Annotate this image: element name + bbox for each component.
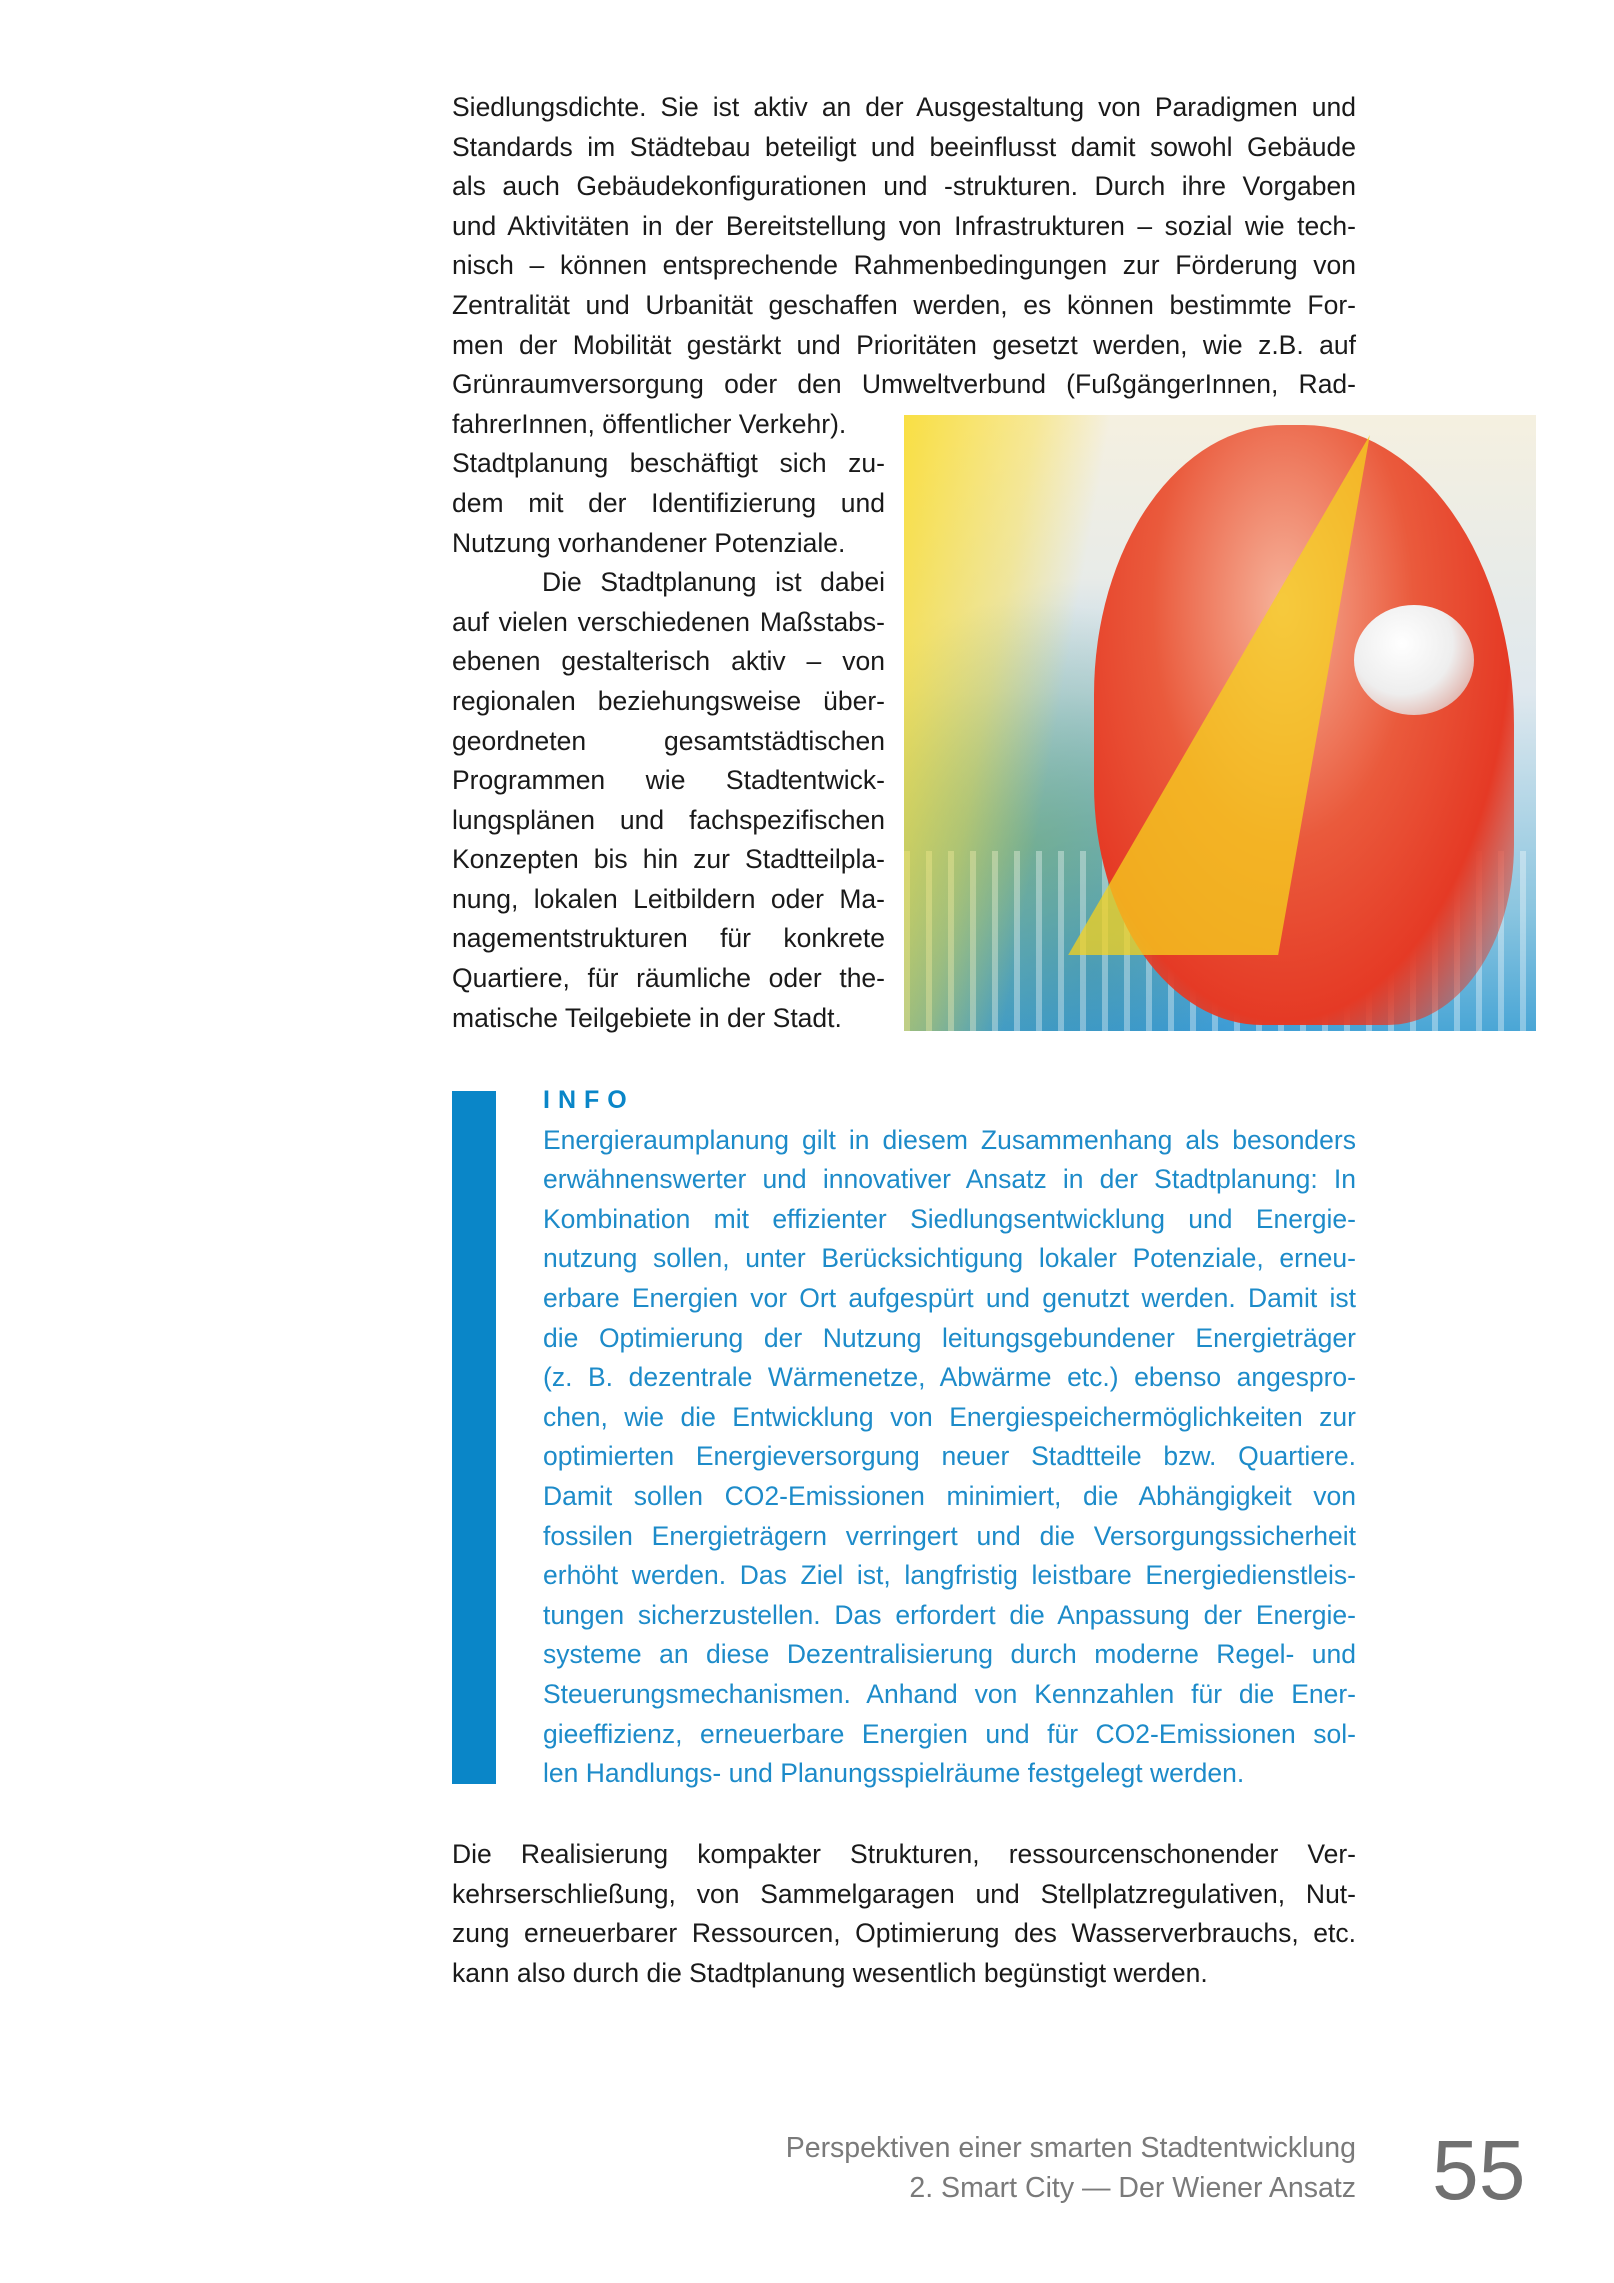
text-line: erwähnenswerter und innovativer Ansatz in der Stadtplanung: In bbox=[543, 1164, 1356, 1195]
text-line: erbare Energien vor Ort aufgespürt und genutzt werden. Damit ist bbox=[543, 1282, 1356, 1313]
page-footer bbox=[786, 2128, 1356, 2208]
illustration-photo-collage bbox=[904, 415, 1536, 1031]
closing-paragraph bbox=[452, 1835, 1356, 1993]
text-line: ebenen gestalterisch aktiv – von bbox=[452, 646, 885, 677]
text-line: Programmen wie Stadtentwick- bbox=[452, 765, 885, 796]
text-line: auf vielen verschiedenen Maßstabs- bbox=[452, 606, 885, 637]
footer-chapter-title: 2. Smart City — Der Wiener Ansatz bbox=[909, 2172, 1356, 2204]
text-line: optimierten Energieversorgung neuer Stadtteile bzw. Quartiere. bbox=[543, 1441, 1356, 1472]
text-line: Damit sollen CO2-Emissionen minimiert, die Abhängigkeit von bbox=[543, 1480, 1356, 1511]
info-box bbox=[543, 1081, 1356, 1794]
text-line: geordneten gesamtstädtischen bbox=[452, 725, 885, 756]
text-line: Steuerungsmechanismen. Anhand von Kennzahlen für die Ener- bbox=[543, 1678, 1356, 1709]
text-line: Siedlungsdichte. Sie ist aktiv an der Ausgestaltung von Paradigmen und bbox=[452, 92, 1356, 122]
text-line: nutzung sollen, unter Berücksichtigung lokaler Potenziale, erneu- bbox=[543, 1243, 1356, 1274]
text-line: len Handlungs- und Planungsspielräume festgelegt werden. bbox=[543, 1758, 1245, 1789]
text-line: dem mit der Identifizierung und bbox=[452, 487, 885, 518]
text-line: nagementstrukturen für konkrete bbox=[452, 923, 885, 954]
text-line: erhöht werden. Das Ziel ist, langfristig leistbare Energiedienstleis- bbox=[543, 1560, 1356, 1591]
info-title: INFO bbox=[543, 1086, 635, 1114]
text-line: die Optimierung der Nutzung leitungsgebundener Energieträger bbox=[543, 1322, 1356, 1353]
text-line: Die Realisierung kompakter Strukturen, ressourcenschonender Ver- bbox=[452, 1839, 1356, 1869]
text-line: Die Stadtplanung ist dabei bbox=[542, 567, 885, 598]
photo-soap-bubble bbox=[1354, 605, 1474, 715]
text-line: Kombination mit effizienter Siedlungsentwicklung und Energie- bbox=[543, 1203, 1356, 1234]
text-line: chen, wie die Entwicklung von Energiespeichermöglichkeiten zur bbox=[543, 1401, 1356, 1432]
text-line: systeme an diese Dezentralisierung durch moderne Regel- und bbox=[543, 1639, 1356, 1670]
text-line: Quartiere, für räumliche oder the- bbox=[452, 963, 885, 994]
text-line: matische Teilgebiete in der Stadt. bbox=[452, 1002, 842, 1033]
text-line: (z. B. dezentrale Wärmenetze, Abwärme etc.) ebenso angespro- bbox=[543, 1362, 1356, 1393]
text-line: zung erneuerbarer Ressourcen, Optimierung des Wasserverbrauchs, etc. bbox=[452, 1918, 1356, 1949]
page-number: 55 bbox=[1432, 2123, 1526, 2217]
text-line: lungsplänen und fachspezifischen bbox=[452, 804, 885, 835]
text-line: gieeffizienz, erneuerbare Energien und für CO2-Emissionen sol- bbox=[543, 1718, 1356, 1749]
text-line: fossilen Energieträgern verringert und die Versorgungssicherheit bbox=[543, 1520, 1356, 1551]
text-line: Stadtplanung beschäftigt sich zu- bbox=[452, 448, 885, 479]
text-line: Grünraumversorgung oder den Umweltverbund (FußgängerInnen, Rad- bbox=[452, 369, 1356, 400]
text-line: regionalen beziehungsweise über- bbox=[452, 685, 885, 716]
text-line: Nutzung vorhandener Potenziale. bbox=[452, 527, 846, 558]
text-line: nisch – können entsprechende Rahmenbedingungen zur Förderung von bbox=[452, 250, 1356, 281]
text-line: fahrerInnen, öffentlicher Verkehr). bbox=[452, 408, 847, 439]
text-line: nung, lokalen Leitbildern oder Ma- bbox=[452, 883, 885, 914]
text-line: Standards im Städtebau beteiligt und beeinflusst damit sowohl Gebäude bbox=[452, 131, 1356, 162]
text-line: und Aktivitäten in der Bereitstellung von Infrastrukturen – sozial wie tech- bbox=[452, 210, 1356, 241]
text-line: Konzepten bis hin zur Stadtteilpla- bbox=[452, 844, 885, 875]
text-line: men der Mobilität gestärkt und Prioritäten gesetzt werden, wie z.B. auf bbox=[452, 329, 1356, 360]
footer-publication-title: Perspektiven einer smarten Stadtentwicklung bbox=[785, 2132, 1356, 2164]
text-line: kehrserschließung, von Sammelgaragen und Stellplatzregulativen, Nut- bbox=[452, 1878, 1356, 1909]
text-line: Energieraumplanung gilt in diesem Zusammenhang als besonders bbox=[543, 1124, 1356, 1155]
text-line: kann also durch die Stadtplanung wesentlich begünstigt werden. bbox=[452, 1957, 1208, 1988]
text-line: als auch Gebäudekonfigurationen und -strukturen. Durch ihre Vorgaben bbox=[452, 171, 1356, 202]
info-accent-bar bbox=[452, 1091, 496, 1784]
text-line: tungen sicherzustellen. Das erfordert die Anpassung der Energie- bbox=[543, 1599, 1356, 1630]
text-line: Zentralität und Urbanität geschaffen werden, es können bestimmte For- bbox=[452, 289, 1356, 320]
